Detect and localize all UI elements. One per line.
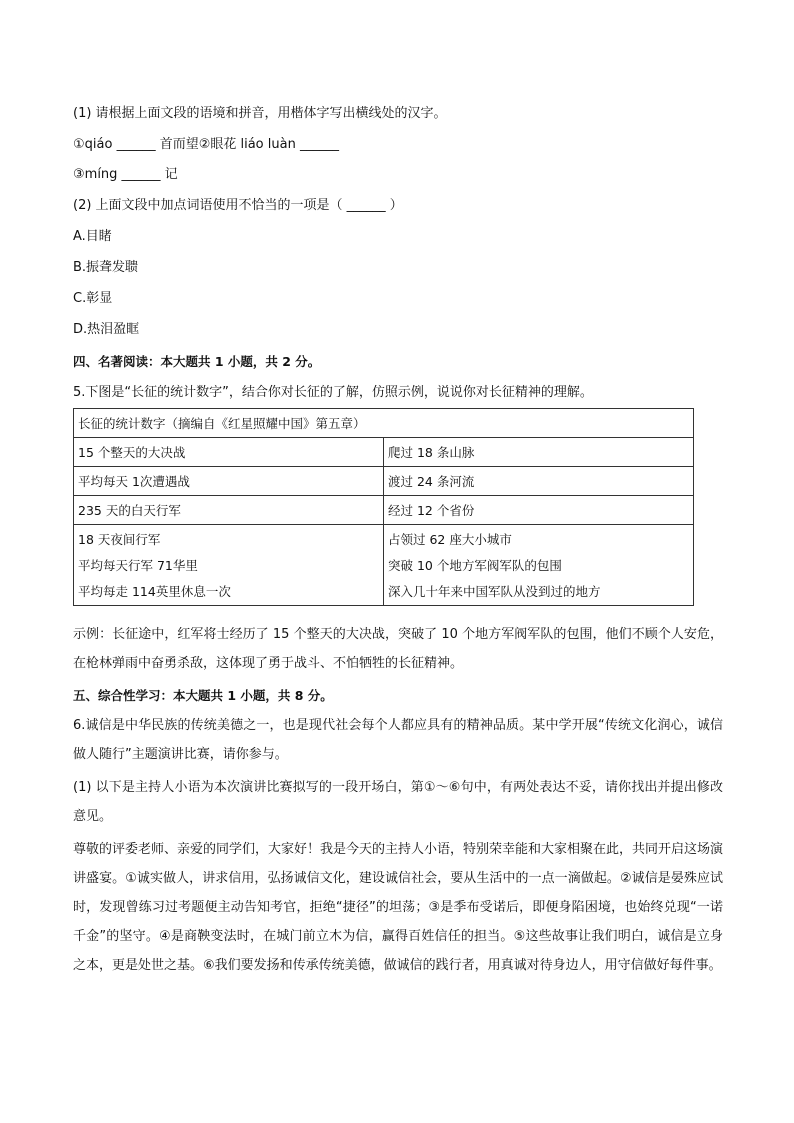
table-row: [74, 438, 694, 467]
q4-2-prompt: (2) 上面文段中加点词语使用不恰当的一项是（ ______ ）: [73, 198, 403, 213]
section-5-heading: 五、综合性学习：本大题共 1 小题，共 8 分。: [73, 688, 333, 703]
cell-line: 平均每走 114英里休息一次: [78, 584, 231, 599]
cell-line: 平均每天行军 71华里: [78, 558, 198, 573]
q6-passage: 尊敬的评委老师、亲爱的同学们，大家好！我是今天的主持人小语，特别荣幸能和大家相聚在此，共同开启这场演讲盛宴。①诚实做人，讲求信用，弘扬诚信文化，建设诚信社会，要从生活中的一点一滴做起。②诚信是晏殊应试时，发现曾练习过考题便主动告知考官，拒绝“捷径”的坦荡；③是季布受诺后，即便身陷困境，也始终兑现“一诺千金”的坚守。④是商鞅变法时，在城门前立木为信，赢得百姓信任的担当。⑤这些故事让我们明白，诚信是立身之本，更是处世之基。⑥我们要发扬和传承传统美德，做诚信的践行者，用真诚对待身边人，用守信做好每件事。: [73, 842, 724, 973]
q6-sub1: (1) 以下是主持人小语为本次演讲比赛拟写的一段开场白，第①～⑥句中，有两处表达不妥，请你找出并提出修改意见。: [73, 780, 723, 824]
table-row: [74, 525, 694, 606]
option-a: A.目睹: [73, 229, 112, 244]
q4-1-line2: ③míng ______ 记: [73, 167, 178, 182]
q5-example: 示例：长征途中，红军将士经历了 15 个整天的大决战，突破了 10 个地方军阀军队的包围，他们不顾个人安危，在枪林弹雨中奋勇杀敌，这体现了勇于战斗、不怕牺牲的长征精神。: [73, 627, 723, 671]
q4-1-line1: ①qiáo ______ 首而望②眼花 liáo luàn ______: [73, 137, 339, 152]
cell-line: 深入几十年来中国军队从没到过的地方: [388, 584, 601, 599]
option-c: C.彰显: [73, 291, 113, 306]
table-cell: [74, 525, 384, 606]
table-row: [74, 467, 694, 496]
q6-prompt: 6.诚信是中华民族的传统美德之一，也是现代社会每个人都应具有的精神品质。某中学开展“传统文化润心，诚信做人随行”主题演讲比赛，请你参与。: [73, 718, 723, 762]
q4-1-prompt: (1) 请根据上面文段的语境和拼音，用楷体字写出横线处的汉字。: [73, 106, 447, 121]
table-cell: 235 天的白天行军: [74, 496, 384, 525]
table-cell: 15 个整天的大决战: [74, 438, 384, 467]
cell-line: 突破 10 个地方军阀军队的包围: [388, 558, 562, 573]
table-cell: 平均每天 1次遭遇战: [74, 467, 384, 496]
table-cell: 渡过 24 条河流: [384, 467, 694, 496]
table-cell: 爬过 18 条山脉: [384, 438, 694, 467]
option-d: D.热泪盈眶: [73, 322, 140, 337]
option-b: B.振聋发聩: [73, 260, 139, 275]
table-header: 长征的统计数字（摘编自《红星照耀中国》第五章）: [74, 409, 694, 438]
q5-prompt: 5.下图是“长征的统计数字”，结合你对长征的了解，仿照示例，说说你对长征精神的理解。: [73, 385, 593, 400]
table-cell: [384, 525, 694, 606]
table-row: [74, 496, 694, 525]
long-march-stats-table: [73, 408, 694, 606]
section-4-heading: 四、名著阅读：本大题共 1 小题，共 2 分。: [73, 354, 321, 369]
cell-line: 占领过 62 座大小城市: [388, 532, 512, 547]
table-cell: 经过 12 个省份: [384, 496, 694, 525]
cell-line: 18 天夜间行军: [78, 532, 161, 547]
